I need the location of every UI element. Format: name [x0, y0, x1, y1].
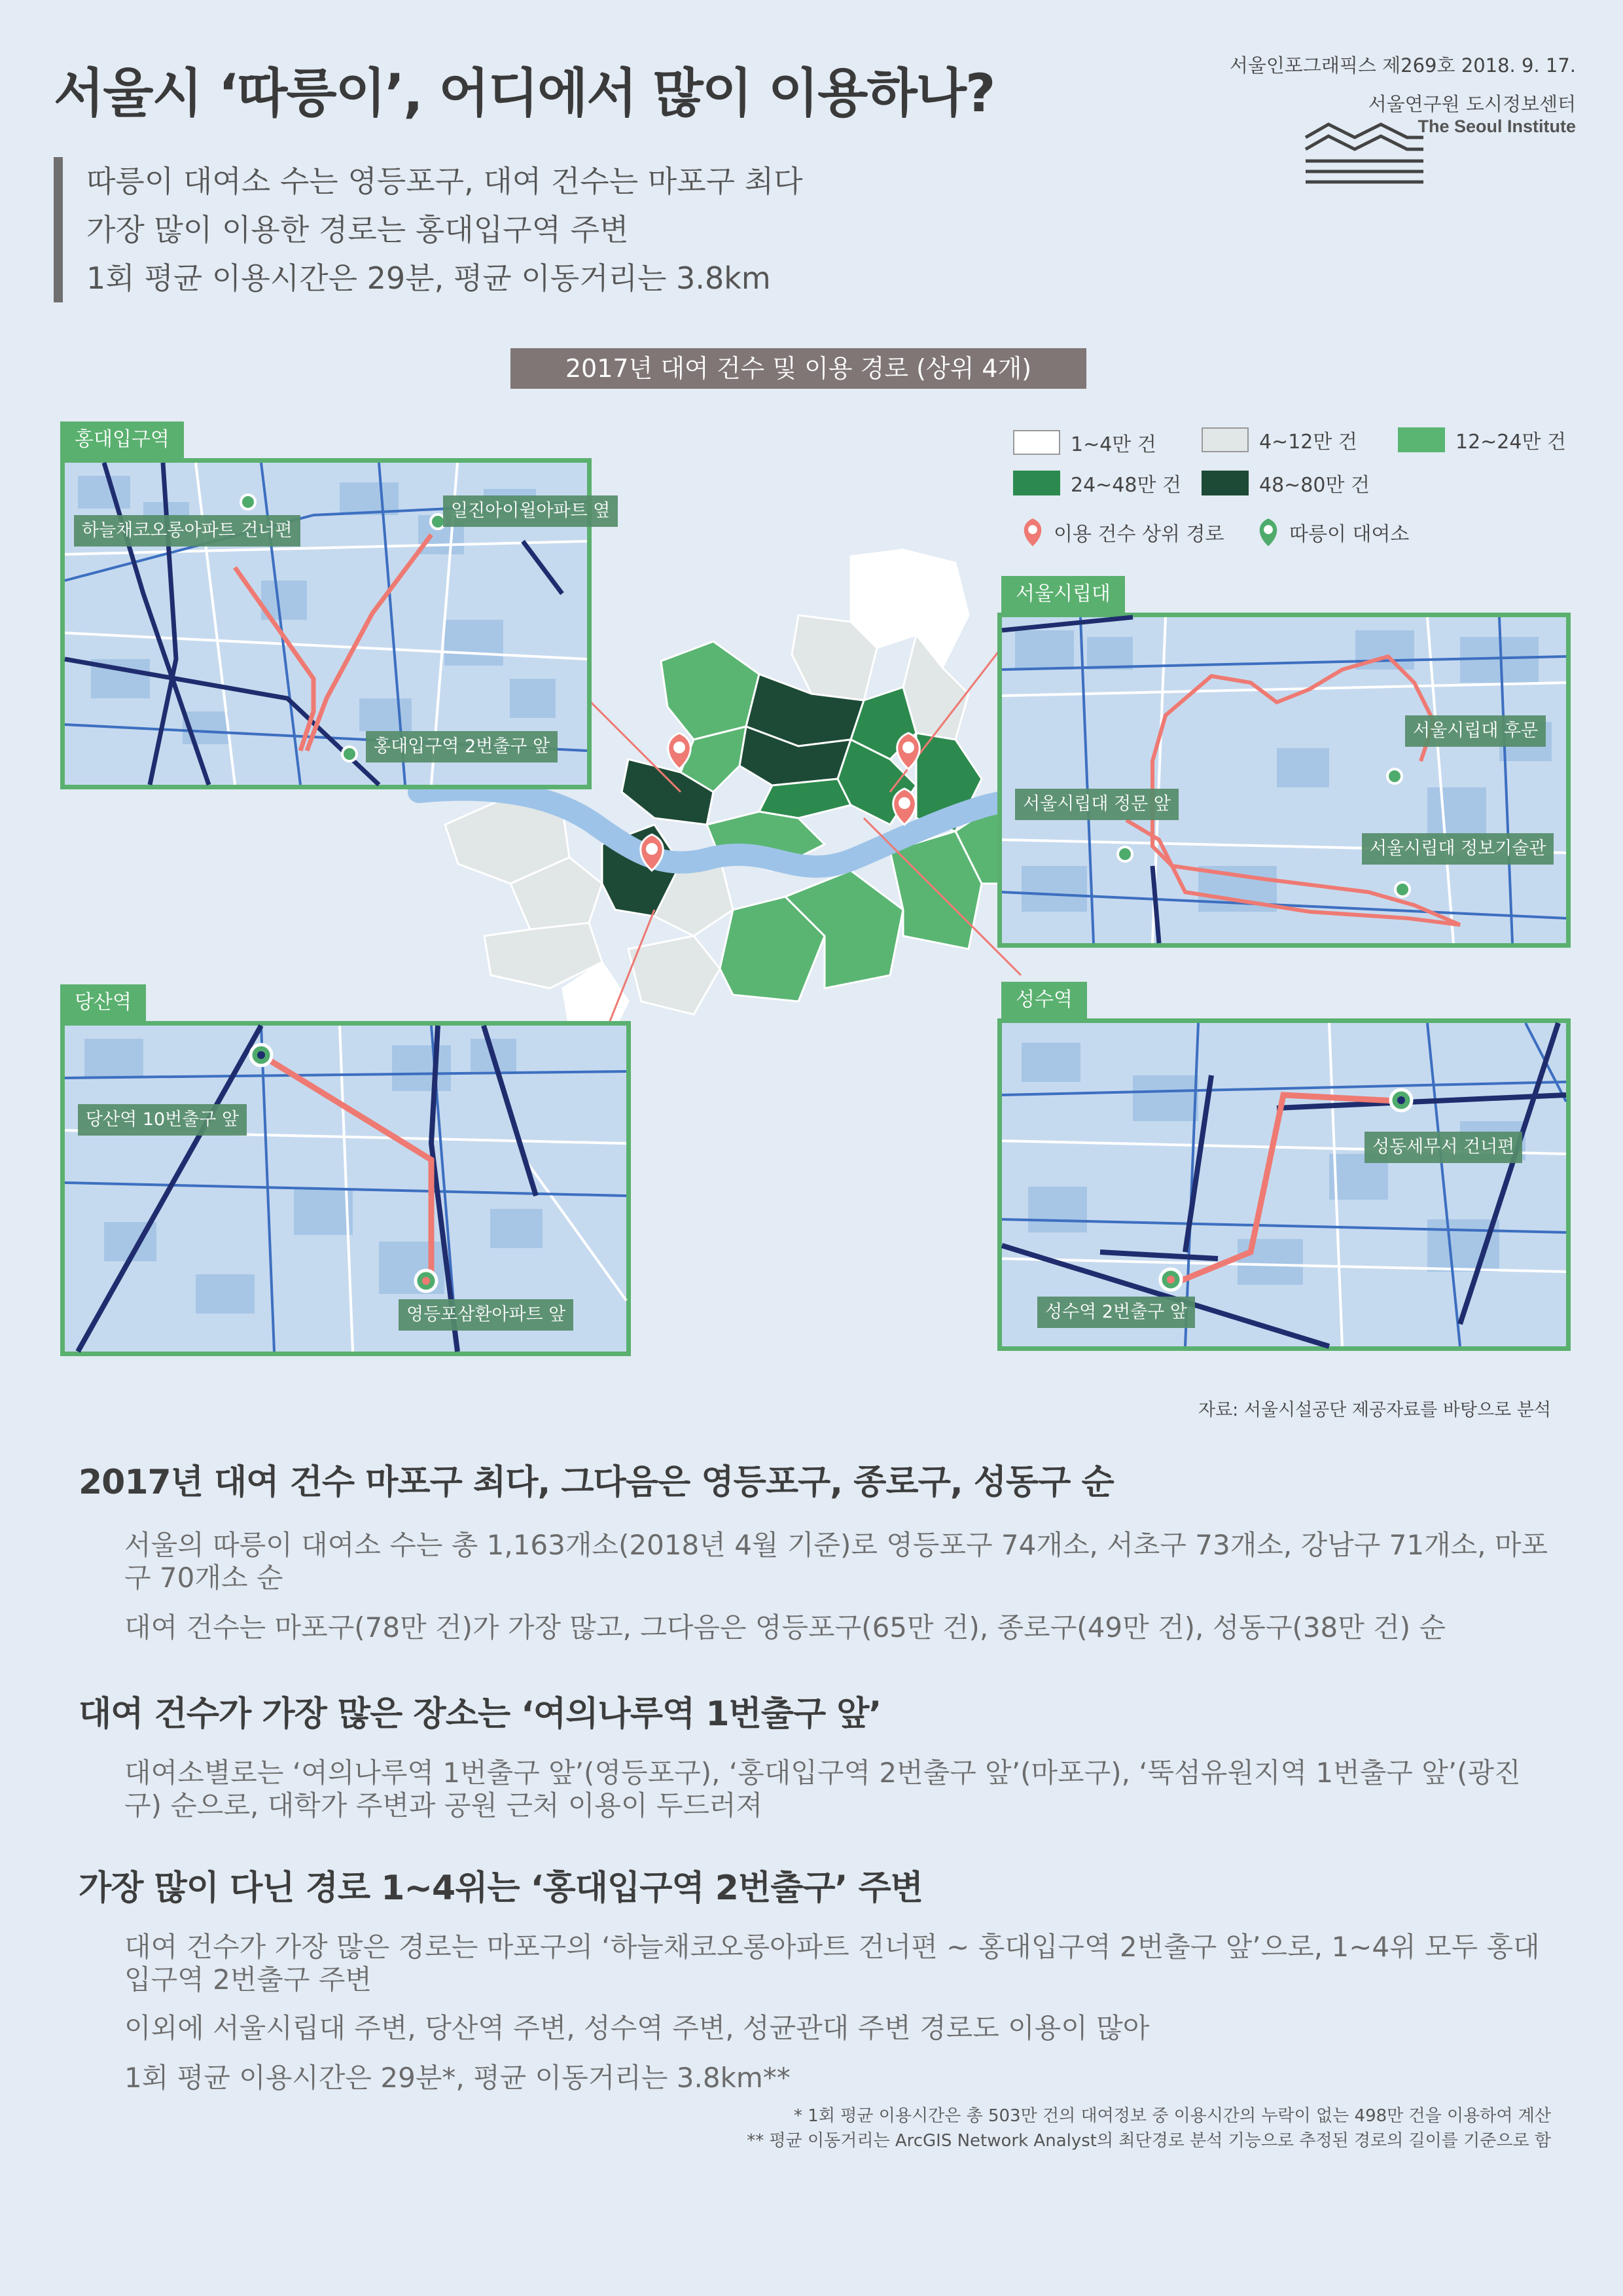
station-label: 홍대입구역 2번출구 앞 — [366, 731, 558, 762]
legend-swatch — [1202, 471, 1249, 495]
station-label: 서울시립대 정문 앞 — [1015, 789, 1179, 820]
legend-swatch — [1013, 471, 1060, 495]
station-pin-icon — [251, 1045, 272, 1066]
legend-item: 12~24만 건 — [1398, 425, 1566, 454]
station-label: 성수역 2번출구 앞 — [1037, 1297, 1195, 1328]
page-title: 서울시 ‘따릉이’, 어디에서 많이 이용하나? — [54, 63, 995, 124]
district-eunpyeong — [661, 641, 759, 740]
section-title: 가장 많이 다닌 경로 1~4위는 ‘홍대입구역 2번출구’ 주변 — [79, 1869, 923, 1908]
station-pin-icon — [1160, 1269, 1181, 1290]
inset-map-uos — [997, 613, 1571, 948]
station-label: 하늘채코오롱아파트 건너편 — [74, 515, 300, 547]
section-paragraph: 대여소별로는 ‘여의나루역 1번출구 앞’(영등포구), ‘홍대입구역 2번출구 앞’(마포구), ‘뚝섬유원지역 1번출구 앞’(광진구) 순으로, 대학가 주변과 공원 근처 이용이 두드러져 — [124, 1757, 1521, 1821]
district-jung — [759, 779, 851, 818]
station-label: 당산역 10번출구 앞 — [78, 1104, 247, 1136]
station-pin-icon — [1391, 1090, 1412, 1111]
section-paragraph: 대여 건수는 마포구(78만 건)가 가장 많고, 그다음은 영등포구(65만 건), 종로구(49만 건), 성동구(38만 건) 순 — [124, 1611, 1446, 1643]
route-pin-icon — [1020, 517, 1046, 547]
district-gwanak — [628, 936, 720, 1014]
legend-item: 이용 건수 상위 경로 — [1020, 517, 1224, 547]
station-pin-icon — [416, 1270, 437, 1291]
section-paragraph: 이외에 서울시립대 주변, 당산역 주변, 성수역 주변, 성균관대 주변 경로도 이용이 많아 — [124, 2012, 1150, 2044]
station-label: 영등포삼환아파트 앞 — [399, 1299, 573, 1331]
legend-item: 24~48만 건 — [1013, 469, 1181, 497]
inset-map-hongdae — [60, 458, 611, 789]
inset-tab-dangsan: 당산역 — [60, 984, 146, 1021]
inset-map-dangsan — [60, 1021, 631, 1356]
summary-box — [54, 157, 803, 302]
section-title: 2017년 대여 건수 마포구 최다, 그다음은 영등포구, 종로구, 성동구 순 — [79, 1463, 1114, 1502]
footnote: * 1회 평균 이용시간은 총 503만 건의 대여정보 중 이용시간의 누락이 없는 498만 건을 이용하여 계산 — [794, 2106, 1551, 2126]
station-label: 서울시립대 정보기술관 — [1362, 833, 1554, 865]
legend-swatch — [1202, 427, 1249, 452]
section-paragraph: 서울의 따릉이 대여소 수는 총 1,163개소(2018년 4월 기준)로 영등포구 74개소, 서초구 73개소, 강남구 71개소, 마포구 70개소 순 — [124, 1529, 1548, 1594]
footnote: ** 평균 이동거리는 ArcGIS Network Analyst의 최단경로 분석 기능으로 추정된 경로의 길이를 기준으로 함 — [747, 2131, 1551, 2151]
seoul-institute-logo-icon — [1302, 118, 1427, 190]
station-label: 서울시립대 후문 — [1405, 715, 1546, 747]
station-pin-icon — [342, 747, 357, 761]
legend-item: 4~12만 건 — [1202, 425, 1357, 454]
inset-tab-seongsu: 성수역 — [1001, 982, 1087, 1018]
map-title: 2017년 대여 건수 및 이용 경로 (상위 4개) — [510, 348, 1086, 389]
inset-tab-uos: 서울시립대 — [1001, 576, 1125, 613]
legend-swatch — [1398, 427, 1445, 452]
station-pin-icon — [1395, 882, 1410, 897]
route-marker-seongsu — [893, 789, 916, 825]
legend-item: 48~80만 건 — [1202, 469, 1370, 497]
issue-number: 서울인포그래픽스 제269호 2018. 9. 17. — [1229, 54, 1576, 77]
legend-item: 따릉이 대여소 — [1255, 517, 1409, 547]
section-title: 대여 건수가 가장 많은 장소는 ‘여의나루역 1번출구 앞’ — [79, 1695, 882, 1734]
summary-line: 가장 많이 이용한 경로는 홍대입구역 주변 — [86, 212, 629, 247]
station-pin-icon — [1387, 769, 1402, 783]
summary-line: 1회 평균 이용시간은 29분, 평균 이동거리는 3.8km — [86, 260, 771, 296]
org-name-en: The Seoul Institute — [1418, 117, 1576, 136]
station-pin-icon — [1118, 847, 1132, 861]
legend-swatch — [1013, 430, 1060, 455]
station-label: 일진아이윌아파트 옆 — [443, 495, 618, 527]
station-pin-icon — [241, 495, 255, 509]
section-paragraph: 1회 평균 이용시간은 29분*, 평균 이동거리는 3.8km** — [124, 2062, 791, 2094]
inset-tab-hongdae: 홍대입구역 — [60, 422, 184, 458]
summary-line: 따릉이 대여소 수는 영등포구, 대여 건수는 마포구 최다 — [86, 164, 803, 199]
inset-street-map — [1002, 617, 1566, 943]
org-name: 서울연구원 도시정보센터 — [1368, 93, 1576, 115]
section-paragraph: 대여 건수가 가장 많은 경로는 마포구의 ‘하늘채코오롱아파트 건너편 ~ 홍대입구역 2번출구 앞’으로, 1~4위 모두 홍대입구역 2번출구 주변 — [124, 1931, 1540, 1996]
station-label: 성동세무서 건너편 — [1364, 1132, 1522, 1163]
legend-item: 1~4만 건 — [1013, 428, 1156, 457]
inset-map-seongsu — [997, 1018, 1571, 1351]
station-pin-icon — [1255, 517, 1281, 547]
map-source: 자료: 서울시설공단 제공자료를 바탕으로 분석 — [1198, 1400, 1551, 1420]
